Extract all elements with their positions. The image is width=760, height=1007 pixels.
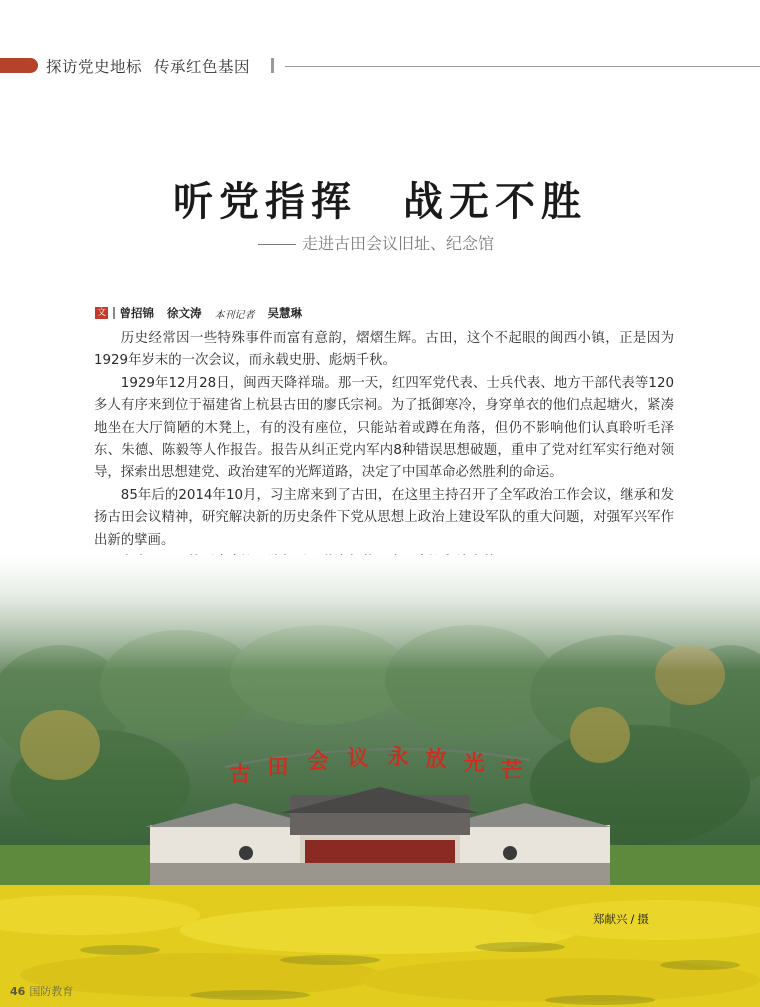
paragraph: 历史经常因一些特殊事件而富有意韵，熠熠生辉。古田，这个不起眼的闽西小镇，正是因为1929年岁末的一次会议，而永载史册、彪炳千秋。: [94, 331, 674, 369]
banner-char: 古: [229, 761, 251, 786]
banner-char: 芒: [501, 757, 523, 782]
photographer-role: 摄: [637, 912, 649, 926]
header-divider-tick: [271, 58, 274, 73]
paragraph: 1929年12月28日，闽西天降祥瑞。那一天，红四军党代表、士兵代表、地方干部代表等120多人有序来到位于福建省上杭县古田的廖氏宗祠。为了抵御寒冷，身穿单衣的他们点起塘火，紧凑地坐在大厅简陋的木凳上，有的没有座位，只能站着或蹲在角落，但仍不影响他们认真聆听毛泽东、朱德、陈毅等人作报告。报告从纠正党内军内8种错误思想破题，重申了党对红军实行绝对领导，探索出思想建党、政治建军的光辉道路，决定了中国革命必然胜利的命运。: [94, 375, 674, 481]
photo-credit: [593, 911, 649, 927]
author-name: 徐文涛: [167, 306, 202, 320]
article-subtitle: [258, 231, 494, 254]
magazine-name: 国防教育: [29, 985, 74, 998]
header-rule: [285, 66, 760, 67]
subtitle-dash: [258, 244, 296, 245]
paragraph: 85年后的2014年10月，习主席来到了古田，在这里主持召开了全军政治工作会议，继承和发扬古田会议精神，研究解决新的历史条件下党从思想上政治上建设军队的重大问题，对强军兴军作出新的擘画。: [94, 487, 674, 548]
banner-char: 放: [425, 746, 447, 771]
section-label-b: 传承红色基因: [154, 58, 251, 76]
credit-slash: /: [630, 912, 635, 926]
byline-divider: [113, 307, 115, 319]
author-name: 吴慧琳: [267, 306, 302, 320]
text-author-icon: 文: [96, 308, 106, 318]
gutian-site-photo: [0, 555, 760, 1007]
page-footer: [10, 983, 73, 999]
banner-char: 田: [267, 754, 289, 779]
author-name: 曾招锦: [119, 306, 154, 320]
author-role: 本刊记者: [214, 309, 255, 321]
section-header: [46, 55, 250, 77]
page-number: 46: [10, 985, 26, 998]
article-title: 听党指挥 战无不胜: [173, 178, 587, 225]
section-marker: [0, 58, 38, 73]
banner-char: 永: [387, 744, 409, 769]
photographer-name: 郑献兴: [593, 912, 628, 926]
subtitle-text: 走进古田会议旧址、纪念馆: [302, 234, 495, 253]
banner-char: 光: [463, 750, 485, 775]
banner-char: 会: [307, 748, 329, 773]
banner-char: 议: [347, 745, 369, 770]
section-label-a: 探访党史地标: [46, 58, 143, 76]
byline: [95, 305, 315, 321]
